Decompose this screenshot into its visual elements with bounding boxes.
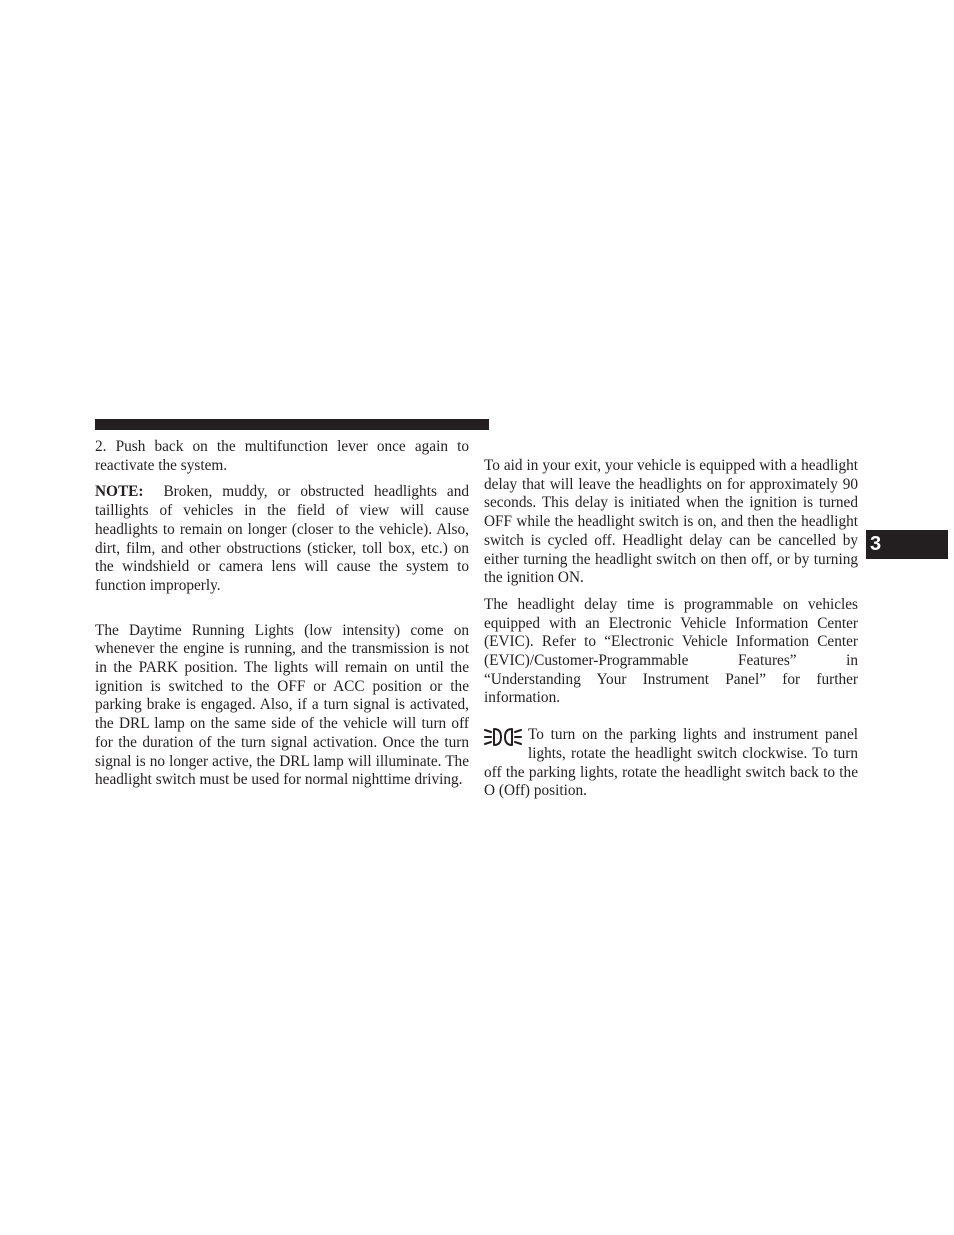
- delay-programmable-paragraph: The headlight delay time is programmable on vehicles equipped with an Electronic Vehicle Information Center (EVIC). Refer to “Electronic Vehicle Information Center (EVIC)/Customer-Programmable Features” in “Understanding Your Instrument Panel” for further information.: [484, 595, 858, 707]
- chapter-tab: 3: [866, 530, 948, 559]
- parking-lights-paragraph: [484, 726, 858, 801]
- parking-lights-text: To turn on the parking lights and instrument panel lights, rotate the headlight switch clockwise. To turn off the parking lights, rotate the headlight switch back to the O (Off) position.: [484, 726, 858, 800]
- note-label: NOTE:: [95, 483, 144, 501]
- section-rule: [95, 419, 489, 430]
- note-text: Broken, muddy, or obstructed headlights and taillights of vehicles in the field of view will cause headlights to remain on longer (closer to the vehicle). Also, dirt, film, and other obstructions (sticker, toll box, etc.) on the windshield or camera lens will cause the system to function improperly.: [95, 483, 469, 594]
- headlight-delay-paragraph: To aid in your exit, your vehicle is equipped with a headlight delay that will leave the headlights on for approximately 90 seconds. This delay is initiated when the ignition is turned OFF while the headlight switch is on, and then the headlight switch is cycled off. Headlight delay can be cancelled by either turning the headlight switch on then off, or by turning the ignition ON.: [484, 457, 858, 587]
- note-paragraph: [95, 483, 469, 595]
- drl-paragraph: The Daytime Running Lights (low intensity) come on whenever the engine is running, and the transmission is not in the PARK position. The lights will remain on until the ignition is switched to the OFF or ACC position or the parking brake is engaged. Also, if a turn signal is activated, the DRL lamp on the same side of the vehicle will turn off for the duration of the turn signal activation. Once the turn signal is no longer active, the DRL lamp will illuminate. The headlight switch must be used for normal nighttime driving.: [95, 621, 469, 789]
- left-column: [95, 438, 469, 790]
- right-column: [484, 457, 858, 801]
- parking-lights-icon: [484, 726, 522, 748]
- step-2-text: 2. Push back on the multifunction lever once again to reactivate the system.: [95, 438, 469, 474]
